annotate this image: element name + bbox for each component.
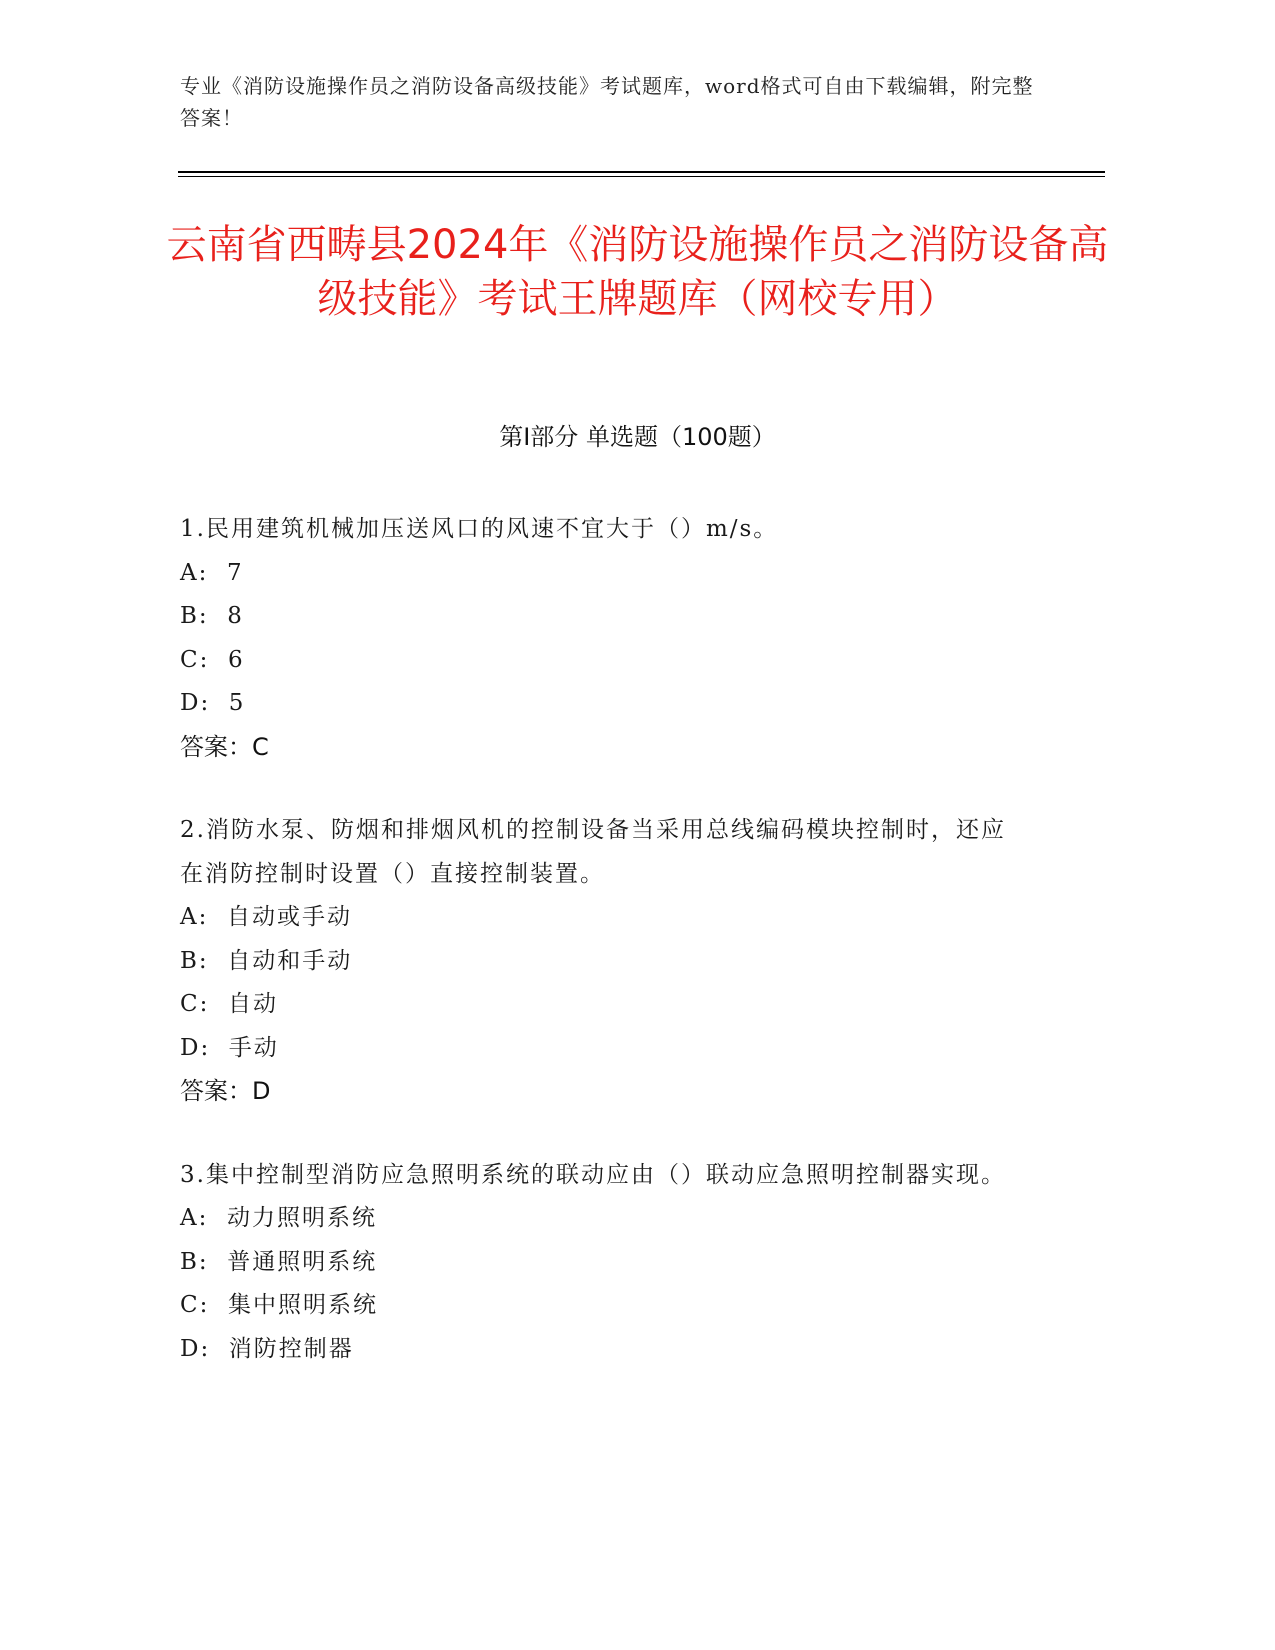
question-stem: 3.集中控制型消防应急照明系统的联动应由（）联动应急照明控制器实现。 xyxy=(180,1161,1006,1188)
option-c: C: 6 xyxy=(180,646,245,673)
option-b: B: 自动和手动 xyxy=(180,947,353,974)
option-d: D: 消防控制器 xyxy=(180,1335,354,1362)
question-stem: 1.民用建筑机械加压送风口的风速不宜大于（）m/s。 xyxy=(180,516,779,542)
option-a: A: 自动或手动 xyxy=(180,904,352,930)
option-d: D: 手动 xyxy=(180,1034,279,1061)
header-divider-thin xyxy=(178,176,1105,177)
option-a: A: 动力照明系统 xyxy=(180,1205,377,1231)
section-title: 第I部分 单选题（100题） xyxy=(499,423,776,451)
header-divider-thick xyxy=(178,171,1105,173)
question-list xyxy=(180,508,1030,1411)
option-a: A: 7 xyxy=(180,559,244,586)
answer: 答案：D xyxy=(180,1077,271,1105)
option-c: C: 集中照明系统 xyxy=(180,1292,378,1318)
option-c: C: 自动 xyxy=(180,991,278,1017)
header-note: 专业《消防设施操作员之消防设备高级技能》考试题库，word格式可自由下载编辑，附完整答案！ xyxy=(180,74,1034,130)
option-d: D: 5 xyxy=(180,690,246,716)
document-title: 云南省西畴县2024年《消防设施操作员之消防设备高级技能》考试王牌题库（网校专用） xyxy=(166,222,1109,322)
question-stem: 2.消防水泵、防烟和排烟风机的控制设备当采用总线编码模块控制时，还应在消防控制时设置（）直接控制装置。 xyxy=(180,817,1006,887)
answer: 答案：C xyxy=(180,732,269,761)
question-1 xyxy=(180,508,1030,769)
option-b: B: 8 xyxy=(180,603,244,629)
question-3 xyxy=(180,1154,1030,1372)
option-b: B: 普通照明系统 xyxy=(180,1248,378,1275)
question-2 xyxy=(180,809,1030,1114)
